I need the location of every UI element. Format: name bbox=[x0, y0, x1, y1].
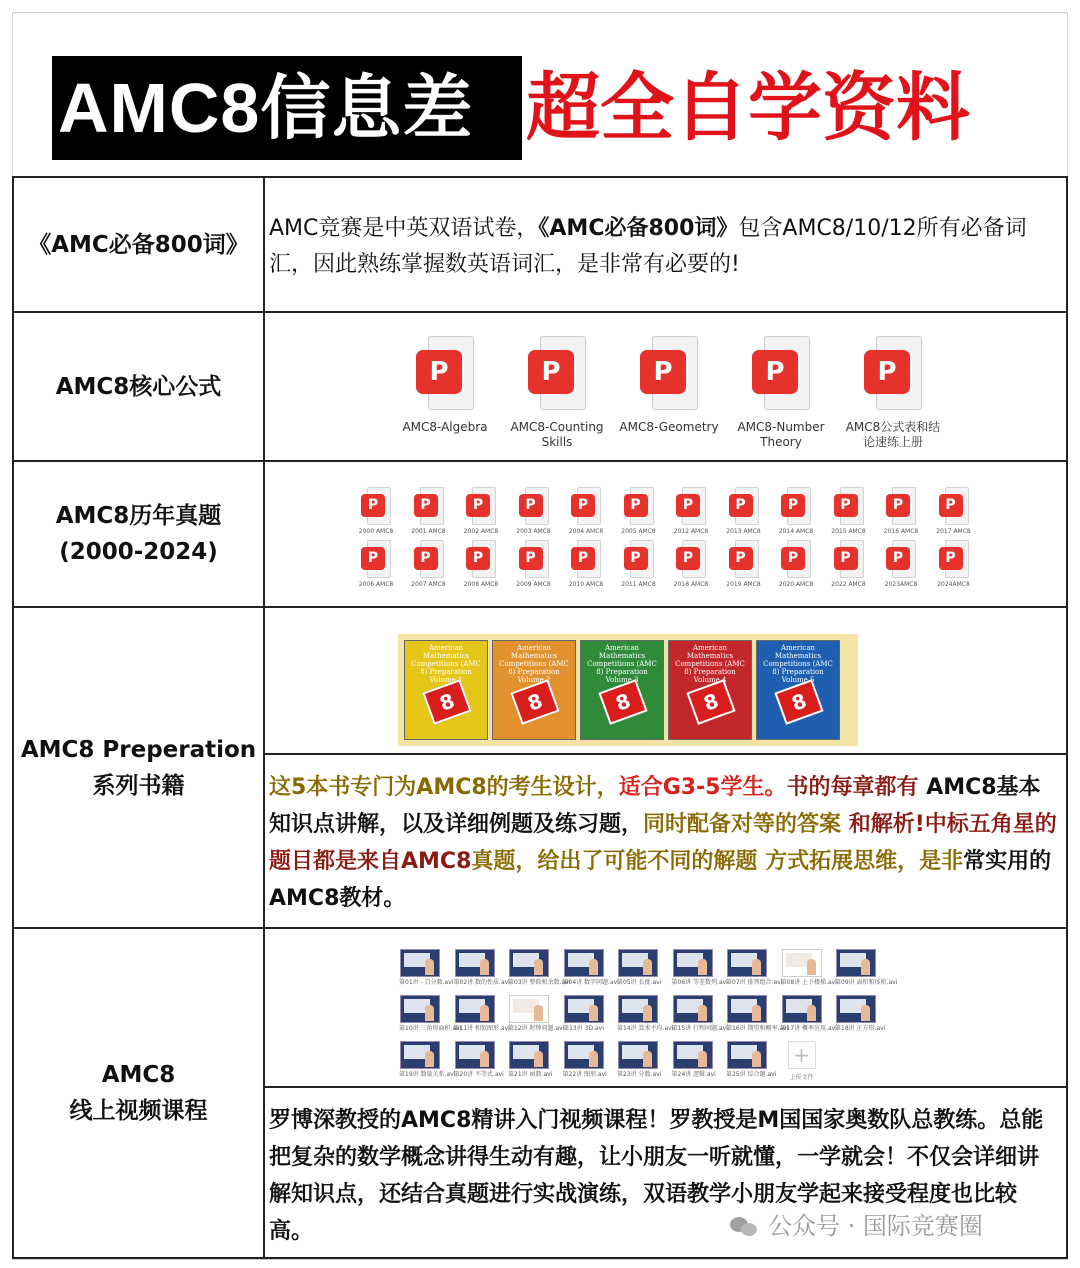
presenter bbox=[589, 1005, 598, 1021]
row-content bbox=[264, 312, 1067, 461]
video-preview bbox=[836, 949, 876, 977]
video-thumbnail[interactable] bbox=[617, 1041, 662, 1079]
pdf-icon bbox=[624, 540, 654, 578]
books-description bbox=[265, 755, 1066, 917]
book-title: American Mathematics Competitions (AMC 8) Preparation Volume 5 bbox=[763, 644, 833, 684]
pdf-file[interactable] bbox=[876, 487, 926, 536]
pdf-file-name: 2006 AMC8 bbox=[358, 581, 394, 588]
video-file-name: 第15讲 行程问题.avi bbox=[671, 1024, 728, 1032]
book-title: American Mathematics Competitions (AMC 8) Preparation Volume 2 bbox=[499, 644, 569, 684]
pdf-icon bbox=[571, 540, 601, 578]
label-text: AMC8核心公式 bbox=[55, 373, 222, 400]
video-file-name: 第22讲 图形.avi bbox=[562, 1070, 607, 1078]
header bbox=[12, 12, 1068, 176]
video-file-name: 第13讲 3D.avi bbox=[563, 1024, 604, 1032]
pdf-badge: P bbox=[571, 494, 595, 517]
pdf-icon bbox=[939, 487, 969, 525]
pdf-file[interactable] bbox=[509, 540, 559, 589]
video-preview bbox=[618, 1041, 658, 1069]
video-file-name: 第12讲 时钟问题.avi bbox=[508, 1024, 565, 1032]
video-preview bbox=[782, 949, 822, 977]
pdf-file[interactable] bbox=[719, 540, 769, 589]
book-cover bbox=[580, 640, 664, 740]
desc-text: AMC竞赛是中英双语试卷， bbox=[269, 215, 539, 241]
video-thumbnail[interactable] bbox=[399, 949, 454, 987]
video-thumbnail[interactable] bbox=[672, 1041, 714, 1079]
video-preview bbox=[673, 949, 713, 977]
pdf-badge: P bbox=[528, 350, 574, 394]
pdf-badge: P bbox=[624, 494, 648, 517]
pdf-file-name: AMC8公式表和结论速练上册 bbox=[845, 420, 941, 449]
video-file-name: 第24讲 逻辑.avi bbox=[671, 1070, 716, 1078]
pdf-file-name: 2014 AMC8 bbox=[778, 528, 814, 535]
pdf-icon bbox=[414, 487, 444, 525]
book-covers-area bbox=[265, 618, 1066, 755]
presenter bbox=[589, 1051, 598, 1067]
video-file-name: 第18讲 正方形.avi bbox=[835, 1024, 886, 1032]
book-cover bbox=[404, 640, 488, 740]
pdf-badge: P bbox=[939, 494, 963, 517]
label-line-1: AMC8历年真题 bbox=[55, 503, 222, 529]
desc-text: 方式拓展思维，是非 bbox=[765, 849, 964, 874]
upload-label: 上传文件 bbox=[789, 1073, 814, 1081]
presenter bbox=[480, 959, 489, 975]
pdf-badge: P bbox=[729, 547, 753, 570]
row-label bbox=[13, 177, 264, 312]
pdf-icon bbox=[834, 487, 864, 525]
pdf-badge: P bbox=[519, 547, 543, 570]
pdf-badge: P bbox=[834, 494, 858, 517]
pdf-icon bbox=[676, 540, 706, 578]
video-thumbnail[interactable] bbox=[617, 949, 662, 987]
pdf-badge: P bbox=[466, 547, 490, 570]
book-covers bbox=[398, 634, 858, 746]
video-file-name: 第11讲 相似图形.avi bbox=[453, 1024, 510, 1032]
pdf-file[interactable] bbox=[507, 336, 607, 450]
desc-bold-text: 《AMC必备800词》 bbox=[538, 215, 739, 241]
video-file-name: 第25讲 综合题.avi bbox=[726, 1070, 777, 1078]
row-core-formulas bbox=[13, 312, 1067, 461]
presenter bbox=[861, 959, 870, 975]
presenter bbox=[698, 1051, 707, 1067]
pdf-icon bbox=[416, 336, 474, 410]
row-content bbox=[264, 461, 1067, 607]
desc-text: 包含AMC8/10/12所有必备词汇，因此熟练掌握数英语词汇，是非常有必要的! bbox=[269, 215, 1027, 277]
pdf-icon bbox=[752, 336, 810, 410]
video-file-name: 第17讲 概率应用.avi bbox=[780, 1024, 837, 1032]
resource-table bbox=[12, 176, 1068, 1259]
presenter bbox=[861, 1005, 870, 1021]
book-title: American Mathematics Competitions (AMC 8) Preparation Volume 1 bbox=[411, 644, 481, 684]
presenter bbox=[698, 959, 707, 975]
pdf-icon bbox=[886, 540, 916, 578]
video-file-name: 第16讲 期望和概率.avi bbox=[726, 1024, 789, 1032]
pdf-file[interactable] bbox=[351, 487, 401, 536]
pdf-badge: P bbox=[676, 494, 700, 517]
wechat-icon bbox=[730, 1215, 760, 1239]
pdf-badge: P bbox=[781, 494, 805, 517]
pdf-file-name: 2018 AMC8 bbox=[673, 581, 709, 588]
video-preview bbox=[564, 949, 604, 977]
pdf-file-name: 2010 AMC8 bbox=[568, 581, 604, 588]
desc-text: AMC8基本知识点讲解，以及详细例题及练习题， bbox=[269, 775, 1041, 837]
video-file-name: 第08讲 上下楼梯.avi bbox=[780, 978, 837, 986]
pdf-icon bbox=[729, 540, 759, 578]
pdf-file-name: 2024AMC8 bbox=[937, 581, 970, 588]
pdf-badge: P bbox=[361, 494, 385, 517]
video-preview bbox=[727, 995, 767, 1023]
book-title: American Mathematics Competitions (AMC 8) Preparation Volume 4 bbox=[675, 644, 745, 684]
pdf-badge: P bbox=[624, 547, 648, 570]
video-thumbnail[interactable] bbox=[726, 995, 789, 1033]
amc8-logo: 8 bbox=[510, 679, 559, 725]
pdf-file-name: 2023AMC8 bbox=[884, 581, 918, 588]
book-cover bbox=[668, 640, 752, 740]
label-line-2: (2000-2024) bbox=[59, 539, 218, 565]
video-thumbnail[interactable] bbox=[508, 995, 565, 1033]
video-preview bbox=[673, 995, 713, 1023]
presenter bbox=[752, 959, 761, 975]
upload-file-button[interactable] bbox=[781, 1041, 823, 1081]
pdf-file-name: 2022 AMC8 bbox=[831, 581, 866, 588]
book-cover bbox=[492, 640, 576, 740]
pdf-icon bbox=[528, 336, 586, 410]
video-preview bbox=[455, 995, 495, 1023]
pdf-file[interactable] bbox=[614, 487, 664, 536]
amc8-logo: 8 bbox=[422, 679, 471, 725]
pdf-file-name: 2013 AMC8 bbox=[726, 528, 761, 535]
pdf-file[interactable] bbox=[771, 487, 821, 536]
label-line-2: 线上视频课程 bbox=[69, 1098, 208, 1124]
presenter bbox=[480, 1005, 489, 1021]
pdf-file-name: AMC8-Number Theory bbox=[737, 420, 825, 449]
pdf-file[interactable] bbox=[876, 540, 926, 589]
video-file-name: 第21讲 函数.avi bbox=[508, 1070, 553, 1078]
row-label bbox=[13, 461, 264, 607]
pdf-file[interactable] bbox=[929, 540, 979, 589]
pdf-file-name: 2005 AMC8 bbox=[621, 528, 656, 535]
pdf-file[interactable] bbox=[456, 487, 506, 536]
row-past-papers bbox=[13, 461, 1067, 607]
pdf-file-name: 2003 AMC8 bbox=[516, 528, 551, 535]
video-file-name: 第01讲 - 百分数.avi bbox=[399, 978, 454, 986]
presenter bbox=[534, 959, 543, 975]
pdf-file-name: 2017 AMC8 bbox=[936, 528, 971, 535]
video-preview bbox=[400, 1041, 440, 1069]
desc-text: 和解析!中标五角星的题目都是来自AMC8 bbox=[269, 812, 1057, 874]
pdf-badge: P bbox=[752, 350, 798, 394]
row-label bbox=[13, 607, 264, 928]
pdf-file[interactable] bbox=[614, 540, 664, 589]
video-thumbnail[interactable] bbox=[671, 949, 728, 987]
video-thumbnail[interactable] bbox=[508, 949, 571, 987]
video-thumbnail[interactable] bbox=[453, 1041, 504, 1079]
pdf-badge: P bbox=[939, 547, 963, 570]
pdf-file-name: 2007 AMC8 bbox=[411, 581, 446, 588]
desc-text: 真题，给出了可能不同的解题 bbox=[471, 849, 758, 874]
pdf-badge: P bbox=[416, 350, 462, 394]
pdf-icon bbox=[864, 336, 922, 410]
video-thumbnail[interactable] bbox=[835, 995, 886, 1033]
pdf-file-name: 2019 AMC8 bbox=[726, 581, 761, 588]
pdf-file[interactable] bbox=[619, 336, 719, 450]
video-thumbnail-grid bbox=[265, 937, 1066, 1088]
desc-text: 常实用的AMC8教材。 bbox=[269, 849, 1052, 911]
pdf-badge: P bbox=[466, 494, 490, 517]
pdf-badge: P bbox=[361, 547, 385, 570]
pdf-icon bbox=[466, 540, 496, 578]
label-line-2: 系列书籍 bbox=[92, 772, 185, 799]
pdf-icon bbox=[361, 487, 391, 525]
pdf-file[interactable] bbox=[843, 336, 943, 450]
pdf-badge: P bbox=[834, 547, 858, 570]
video-file-name: 第09讲 面积和体积.avi bbox=[835, 978, 898, 986]
video-preview bbox=[673, 1041, 713, 1069]
presenter bbox=[480, 1051, 489, 1067]
video-file-name: 第03讲 整除和余数.avi bbox=[508, 978, 571, 986]
pdf-icon bbox=[781, 540, 811, 578]
amc8-logo: 8 bbox=[598, 679, 647, 725]
pdf-file[interactable] bbox=[509, 487, 559, 536]
video-thumbnail[interactable] bbox=[508, 1041, 553, 1079]
video-file-name: 第19讲 数量关系.avi bbox=[399, 1070, 456, 1078]
pdf-icon bbox=[939, 540, 969, 578]
pdf-icon bbox=[414, 540, 444, 578]
video-file-name: 第23讲 分数.avi bbox=[617, 1070, 662, 1078]
pdf-file-name: AMC8-Geometry bbox=[619, 420, 719, 434]
pdf-badge: P bbox=[729, 494, 753, 517]
pdf-file[interactable] bbox=[456, 540, 506, 589]
pdf-file[interactable] bbox=[666, 540, 716, 589]
video-thumbnail[interactable] bbox=[453, 949, 510, 987]
video-preview bbox=[455, 949, 495, 977]
pdf-file[interactable] bbox=[929, 487, 979, 536]
label-line-1: AMC8 bbox=[101, 1062, 176, 1088]
pdf-badge: P bbox=[414, 494, 438, 517]
presenter bbox=[643, 959, 652, 975]
pdf-file-name: AMC8-Counting Skills bbox=[510, 420, 604, 449]
pdf-file[interactable] bbox=[824, 540, 874, 589]
video-thumbnail[interactable] bbox=[399, 995, 462, 1033]
pdf-file[interactable] bbox=[404, 487, 454, 536]
row-description bbox=[265, 207, 1066, 283]
pdf-icon bbox=[519, 487, 549, 525]
pdf-badge: P bbox=[640, 350, 686, 394]
pdf-file-name: 2020 AMC8 bbox=[778, 581, 814, 588]
video-thumbnail[interactable] bbox=[726, 1041, 777, 1079]
presenter bbox=[589, 959, 598, 975]
video-preview bbox=[509, 995, 549, 1023]
pdf-file-row bbox=[265, 314, 1066, 459]
pdf-file[interactable] bbox=[731, 336, 831, 450]
video-file-name: 第06讲 等差数列.avi bbox=[671, 978, 728, 986]
presenter bbox=[534, 1005, 543, 1021]
pdf-file-name: 2015 AMC8 bbox=[831, 528, 866, 535]
pdf-badge: P bbox=[571, 547, 595, 570]
video-preview bbox=[509, 1041, 549, 1069]
pdf-badge: P bbox=[886, 547, 910, 570]
video-thumbnail[interactable] bbox=[671, 995, 728, 1033]
video-file-name: 第14讲 算术平均.avi bbox=[617, 1024, 674, 1032]
pdf-file[interactable] bbox=[771, 540, 821, 589]
presenter bbox=[752, 1051, 761, 1067]
title-red-text: 超全自学资料 bbox=[526, 65, 970, 151]
pdf-badge: P bbox=[886, 494, 910, 517]
video-preview bbox=[564, 1041, 604, 1069]
video-file-name: 第20讲 不等式.avi bbox=[453, 1070, 504, 1078]
presenter bbox=[534, 1051, 543, 1067]
amc8-logo: 8 bbox=[686, 679, 735, 725]
video-preview bbox=[727, 949, 767, 977]
presenter bbox=[807, 959, 816, 975]
pdf-icon bbox=[571, 487, 601, 525]
row-label bbox=[13, 312, 264, 461]
pdf-icon bbox=[886, 487, 916, 525]
desc-text: 这5本书专门为AMC8的考生设计， bbox=[269, 775, 619, 800]
pdf-icon bbox=[466, 487, 496, 525]
presenter bbox=[425, 1005, 434, 1021]
amc8-logo: 8 bbox=[774, 679, 823, 725]
video-thumbnail[interactable] bbox=[835, 949, 898, 987]
video-thumbnail[interactable] bbox=[453, 995, 510, 1033]
video-preview bbox=[509, 949, 549, 977]
presenter bbox=[425, 1051, 434, 1067]
video-preview bbox=[618, 949, 658, 977]
video-thumbnail[interactable] bbox=[399, 1041, 456, 1079]
pdf-badge: P bbox=[781, 547, 805, 570]
pdf-file-name: 2004 AMC8 bbox=[568, 528, 604, 535]
pdf-file[interactable] bbox=[666, 487, 716, 536]
watermark bbox=[730, 1206, 983, 1241]
video-preview bbox=[564, 995, 604, 1023]
presenter bbox=[807, 1005, 816, 1021]
pdf-file-name: 2009 AMC8 bbox=[516, 581, 551, 588]
video-file-name: 第10讲 三角形面积.avi bbox=[399, 1024, 462, 1032]
video-preview bbox=[727, 1041, 767, 1069]
pdf-icon bbox=[676, 487, 706, 525]
pdf-file[interactable] bbox=[561, 540, 611, 589]
pdf-file-name: 2011 AMC8 bbox=[621, 581, 656, 588]
pdf-icon bbox=[361, 540, 391, 578]
pdf-icon bbox=[729, 487, 759, 525]
video-preview bbox=[455, 1041, 495, 1069]
presenter bbox=[698, 1005, 707, 1021]
video-file-name: 第05讲 长度.avi bbox=[617, 978, 662, 986]
pdf-badge: P bbox=[519, 494, 543, 517]
pdf-badge: P bbox=[676, 547, 700, 570]
desc-text: 书的每章都有 bbox=[786, 775, 919, 800]
pdf-file[interactable] bbox=[351, 540, 401, 589]
presenter bbox=[425, 959, 434, 975]
pdf-file[interactable] bbox=[395, 336, 495, 450]
pdf-file-name: 2002 AMC8 bbox=[463, 528, 499, 535]
row-content bbox=[264, 177, 1067, 312]
pdf-file[interactable] bbox=[719, 487, 769, 536]
presenter bbox=[643, 1051, 652, 1067]
presenter bbox=[752, 1005, 761, 1021]
pdf-icon bbox=[519, 540, 549, 578]
title-black-block: AMC8信息差 bbox=[52, 56, 522, 160]
video-thumbnail[interactable] bbox=[726, 949, 783, 987]
desc-text: 同时配备对等的答案 bbox=[643, 812, 842, 837]
pdf-badge: P bbox=[864, 350, 910, 394]
row-800-words bbox=[13, 177, 1067, 312]
video-thumbnail[interactable] bbox=[780, 995, 837, 1033]
video-thumbnail[interactable] bbox=[562, 949, 619, 987]
video-preview bbox=[782, 995, 822, 1023]
pdf-file-name: 2016 AMC8 bbox=[883, 528, 919, 535]
video-file-name: 第07讲 排列组合.avi bbox=[726, 978, 783, 986]
video-thumbnail[interactable] bbox=[617, 995, 674, 1033]
video-file-name: 第02讲 数的性质.avi bbox=[453, 978, 510, 986]
pdf-file[interactable] bbox=[824, 487, 874, 536]
pdf-icon bbox=[640, 336, 698, 410]
pdf-file-name: 2000 AMC8 bbox=[358, 528, 394, 535]
video-thumbnail[interactable] bbox=[563, 995, 605, 1033]
pdf-file[interactable] bbox=[561, 487, 611, 536]
label-text: 《AMC必备800词》 bbox=[28, 231, 249, 258]
pdf-file-name: 2008 AMC8 bbox=[463, 581, 499, 588]
video-preview bbox=[836, 995, 876, 1023]
pdf-file[interactable] bbox=[404, 540, 454, 589]
presenter bbox=[643, 1005, 652, 1021]
desc-text: 适合G3-5学生。 bbox=[618, 775, 787, 800]
row-label bbox=[13, 928, 264, 1258]
pdf-icon bbox=[834, 540, 864, 578]
video-thumbnail[interactable] bbox=[780, 949, 837, 987]
video-preview bbox=[400, 949, 440, 977]
pdf-file-grid bbox=[265, 463, 1066, 605]
pdf-icon bbox=[781, 487, 811, 525]
pdf-icon bbox=[624, 487, 654, 525]
video-preview bbox=[400, 995, 440, 1023]
label-line-1: AMC8 Preperation bbox=[20, 736, 257, 763]
pdf-file-name: 2012 AMC8 bbox=[673, 528, 709, 535]
book-title: American Mathematics Competitions (AMC 8) Preparation Volume 3 bbox=[587, 644, 657, 684]
video-preview bbox=[618, 995, 658, 1023]
row-books bbox=[13, 607, 1067, 928]
video-file-name: 第04讲 数字问题.avi bbox=[562, 978, 619, 986]
watermark-text: 公众号 · 国际竞赛圈 bbox=[768, 1212, 983, 1240]
plus-icon: + bbox=[788, 1041, 816, 1069]
book-cover bbox=[756, 640, 840, 740]
desc-text: 罗博深教授的AMC8精讲入门视频课程！罗教授是M国国家奥数队总教练。总能把复杂的数学概念讲得生动有趣，让小朋友一听就懂，一学就会！不仅会详细讲解知识点，还结合真题进行实战演练，双语教学小朋友学起来接受程度也比较高。 bbox=[269, 1107, 1044, 1244]
video-thumbnail[interactable] bbox=[563, 1041, 605, 1079]
pdf-file-name: AMC8-Algebra bbox=[402, 420, 488, 434]
pdf-file-name: 2001 AMC8 bbox=[411, 528, 446, 535]
pdf-badge: P bbox=[414, 547, 438, 570]
row-content bbox=[264, 607, 1067, 928]
